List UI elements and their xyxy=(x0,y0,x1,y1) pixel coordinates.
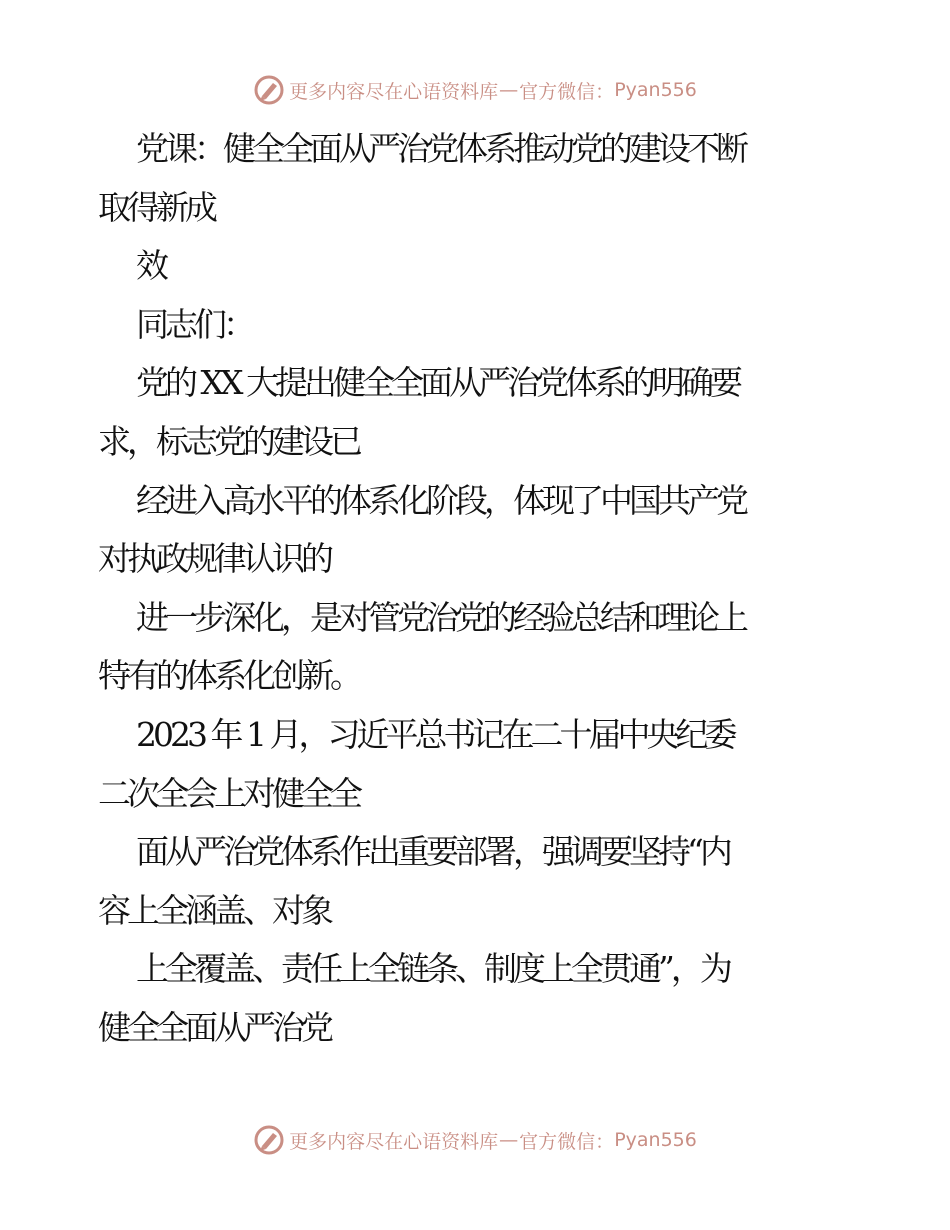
title-line-1: 党课：健全全面从严治党体系推动党的建设不断 xyxy=(136,129,745,168)
paragraph-line: 面从严治党体系作出重要部署，强调要坚持“内 xyxy=(136,832,729,872)
title-line-2: 取得新成 xyxy=(98,187,214,227)
paragraph-line: 对执政规律认识的 xyxy=(98,539,330,579)
pen-logo-icon xyxy=(253,74,285,106)
paragraph-line: 二次全会上对健全全 xyxy=(98,773,359,813)
title-line-3: 效 xyxy=(136,246,165,286)
watermark-dash: — xyxy=(499,79,519,101)
watermark-wechat-id: Pyan556 xyxy=(614,1129,697,1151)
paragraph-line: 上全覆盖、责任上全链条、制度上全贯通”，为 xyxy=(136,949,729,989)
watermark-header xyxy=(0,72,950,108)
watermark-title: 更多内容尽在心语资料库 xyxy=(289,1130,499,1153)
watermark-dash: — xyxy=(499,1129,519,1151)
watermark-title: 更多内容尽在心语资料库 xyxy=(289,80,499,103)
paragraph-line: 经进入高水平的体系化阶段，体现了中国共产党 xyxy=(136,480,745,520)
watermark-wechat-id: Pyan556 xyxy=(614,79,697,101)
paragraph-line: 容上全涵盖、对象 xyxy=(98,890,330,930)
watermark-wechat-label: 官方微信： xyxy=(519,1130,615,1153)
paragraph-line: 健全全面从严治党 xyxy=(98,1007,330,1047)
watermark-footer xyxy=(0,1122,950,1158)
paragraph-line: 求，标志党的建设已 xyxy=(98,421,359,461)
watermark-wechat-label: 官方微信： xyxy=(519,80,615,103)
salutation: 同志们： xyxy=(136,304,252,344)
paragraph-line: 进一步深化，是对管党治党的经验总结和理论上 xyxy=(136,597,745,637)
pen-logo-icon xyxy=(253,1124,285,1156)
paragraph-line: 2023 年 1 月，习近平总书记在二十届中央纪委 xyxy=(136,714,734,754)
document-body xyxy=(98,120,858,1058)
paragraph-line: 党的 XX 大提出健全全面从严治党体系的明确要 xyxy=(136,363,739,403)
paragraph-line: 特有的体系化创新。 xyxy=(98,656,359,696)
